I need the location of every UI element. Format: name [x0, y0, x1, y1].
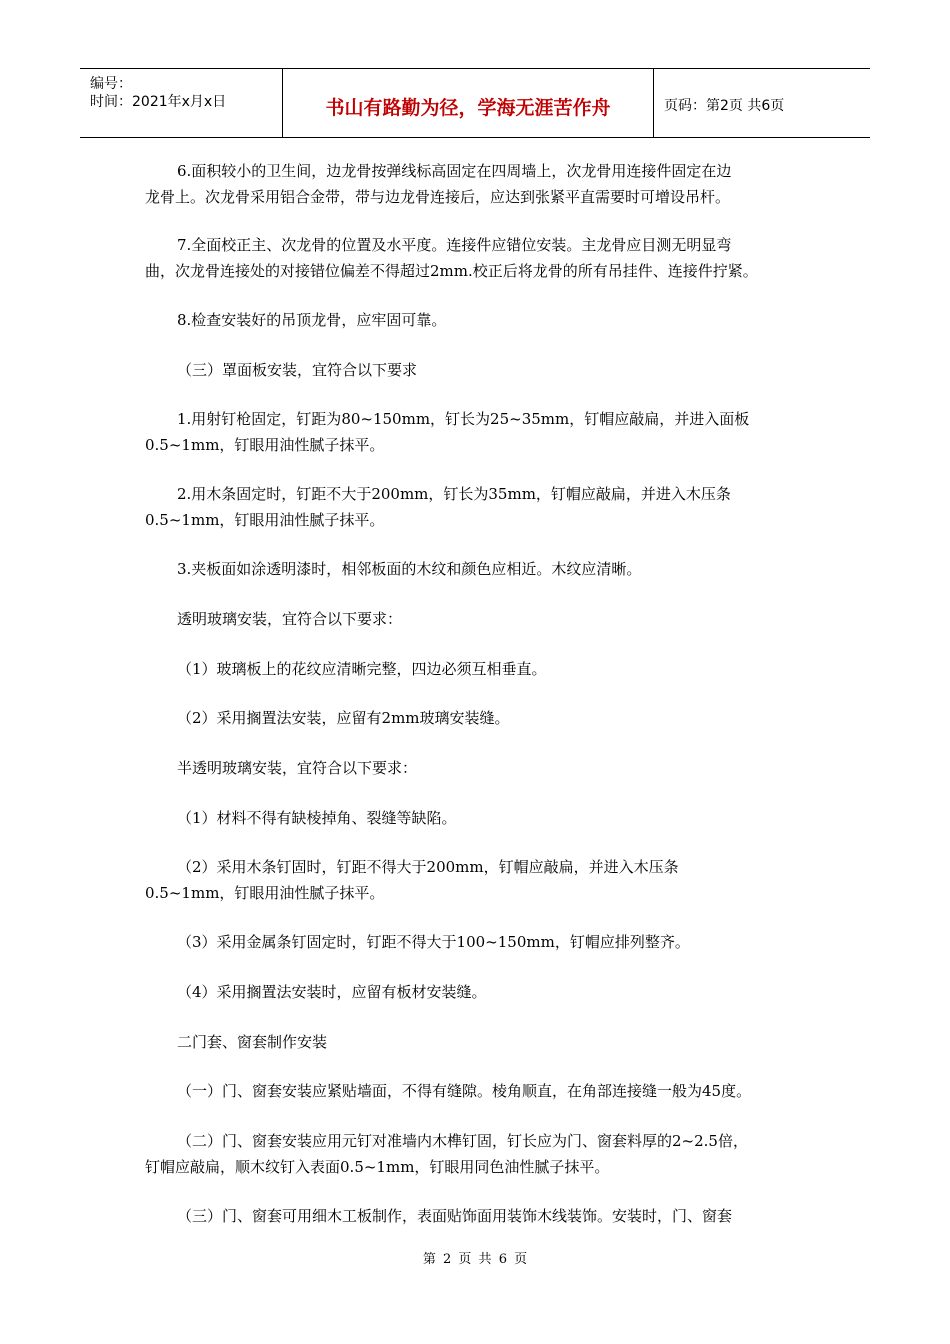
paragraph-line: （2）采用木条钉固时，钉距不得大于200mm，钉帽应敲扁，并进入木压条: [177, 858, 679, 876]
page-header: [80, 68, 870, 138]
paragraph-line: 1.用射钉枪固定，钉距为80~150mm，钉长为25~35mm，钉帽应敲扁，并进入面板: [177, 410, 750, 428]
section-heading: [145, 357, 815, 383]
paragraph-line: （1）玻璃板上的花纹应清晰完整，四边必须互相垂直。: [177, 660, 547, 678]
paragraph-line: 0.5~1mm，钉眼用油性腻子抹平。: [145, 436, 385, 454]
paragraph: [145, 481, 815, 533]
paragraph-line: 曲，次龙骨连接处的对接错位偏差不得超过2mm.校正后将龙骨的所有吊挂件、连接件拧紧。: [145, 262, 758, 280]
header-motto: 书山有路勤为径，学海无涯苦作舟: [325, 97, 611, 119]
page-footer: 第 2 页 共 6 页: [422, 1252, 528, 1267]
paragraph-line: 8.检查安装好的吊顶龙骨，应牢固可靠。: [177, 311, 447, 329]
paragraph-line: 半透明玻璃安装，宜符合以下要求：: [177, 759, 418, 777]
paragraph-line: 龙骨上。次龙骨采用铝合金带，带与边龙骨连接后，应达到张紧平直需要时可增设吊杆。: [145, 188, 731, 206]
paragraph-line: （4）采用搁置法安装时，应留有板材安装缝。: [177, 983, 487, 1001]
paragraph: [145, 854, 815, 906]
paragraph: [145, 979, 815, 1005]
header-page-cell: [654, 69, 870, 137]
paragraph-line: 6.面积较小的卫生间，边龙骨按弹线标高固定在四周墙上，次龙骨用连接件固定在边: [177, 162, 732, 180]
paragraph: [145, 1203, 815, 1229]
paragraph-line: 3.夹板面如涂透明漆时，相邻板面的木纹和颜色应相近。木纹应清晰。: [177, 560, 642, 578]
paragraph: [145, 606, 815, 632]
paragraph-line: （三）罩面板安装，宜符合以下要求: [177, 361, 418, 379]
paragraph-line: （1）材料不得有缺棱掉角、裂缝等缺陷。: [177, 809, 457, 827]
paragraph: [145, 705, 815, 731]
header-motto-cell: [283, 69, 654, 137]
paragraph: [145, 307, 815, 333]
paragraph-line: （2）采用搁置法安装，应留有2mm玻璃安装缝。: [177, 709, 510, 727]
paragraph: [145, 406, 815, 458]
document-date-label: 时间：2021年x月x日: [90, 94, 227, 110]
paragraph-line: 2.用木条固定时，钉距不大于200mm，钉长为35mm，钉帽应敲扁，并进入木压条: [177, 485, 731, 503]
paragraph-line: 0.5~1mm，钉眼用油性腻子抹平。: [145, 884, 385, 902]
paragraph-line: （三）门、窗套可用细木工板制作，表面贴饰面用装饰木线装饰。安装时，门、窗套: [177, 1207, 733, 1225]
paragraph: [145, 556, 815, 582]
paragraph-line: （二）门、窗套安装应用元钉对准墙内木榫钉固，钉长应为门、窗套料厚的2~2.5倍，: [177, 1132, 748, 1150]
paragraph: [145, 1128, 815, 1180]
paragraph: [145, 755, 815, 781]
paragraph: [145, 158, 815, 210]
paragraph: [145, 656, 815, 682]
paragraph-line: （3）采用金属条钉固定时，钉距不得大于100~150mm，钉帽应排列整齐。: [177, 933, 690, 951]
header-page-code: 页码：第2页 共6页: [664, 98, 785, 114]
paragraph-line: 0.5~1mm，钉眼用油性腻子抹平。: [145, 511, 385, 529]
paragraph: [145, 805, 815, 831]
header-meta-cell: [80, 69, 283, 137]
paragraph-line: 钉帽应敲扁，顺木纹钉入表面0.5~1mm，钉眼用同色油性腻子抹平。: [145, 1158, 610, 1176]
paragraph: [145, 1078, 815, 1104]
paragraph-line: 透明玻璃安装，宜符合以下要求：: [177, 610, 403, 628]
paragraph-line: （一）门、窗套安装应紧贴墙面，不得有缝隙。棱角顺直，在角部连接缝一般为45度。: [177, 1082, 752, 1100]
section-heading: [145, 1029, 815, 1055]
document-number-label: 编号：: [90, 76, 132, 92]
paragraph-line: 7.全面校正主、次龙骨的位置及水平度。连接件应错位安装。主龙骨应目测无明显弯: [177, 236, 732, 254]
paragraph-line: 二门套、窗套制作安装: [177, 1033, 328, 1051]
paragraph: [145, 232, 815, 284]
paragraph: [145, 929, 815, 955]
